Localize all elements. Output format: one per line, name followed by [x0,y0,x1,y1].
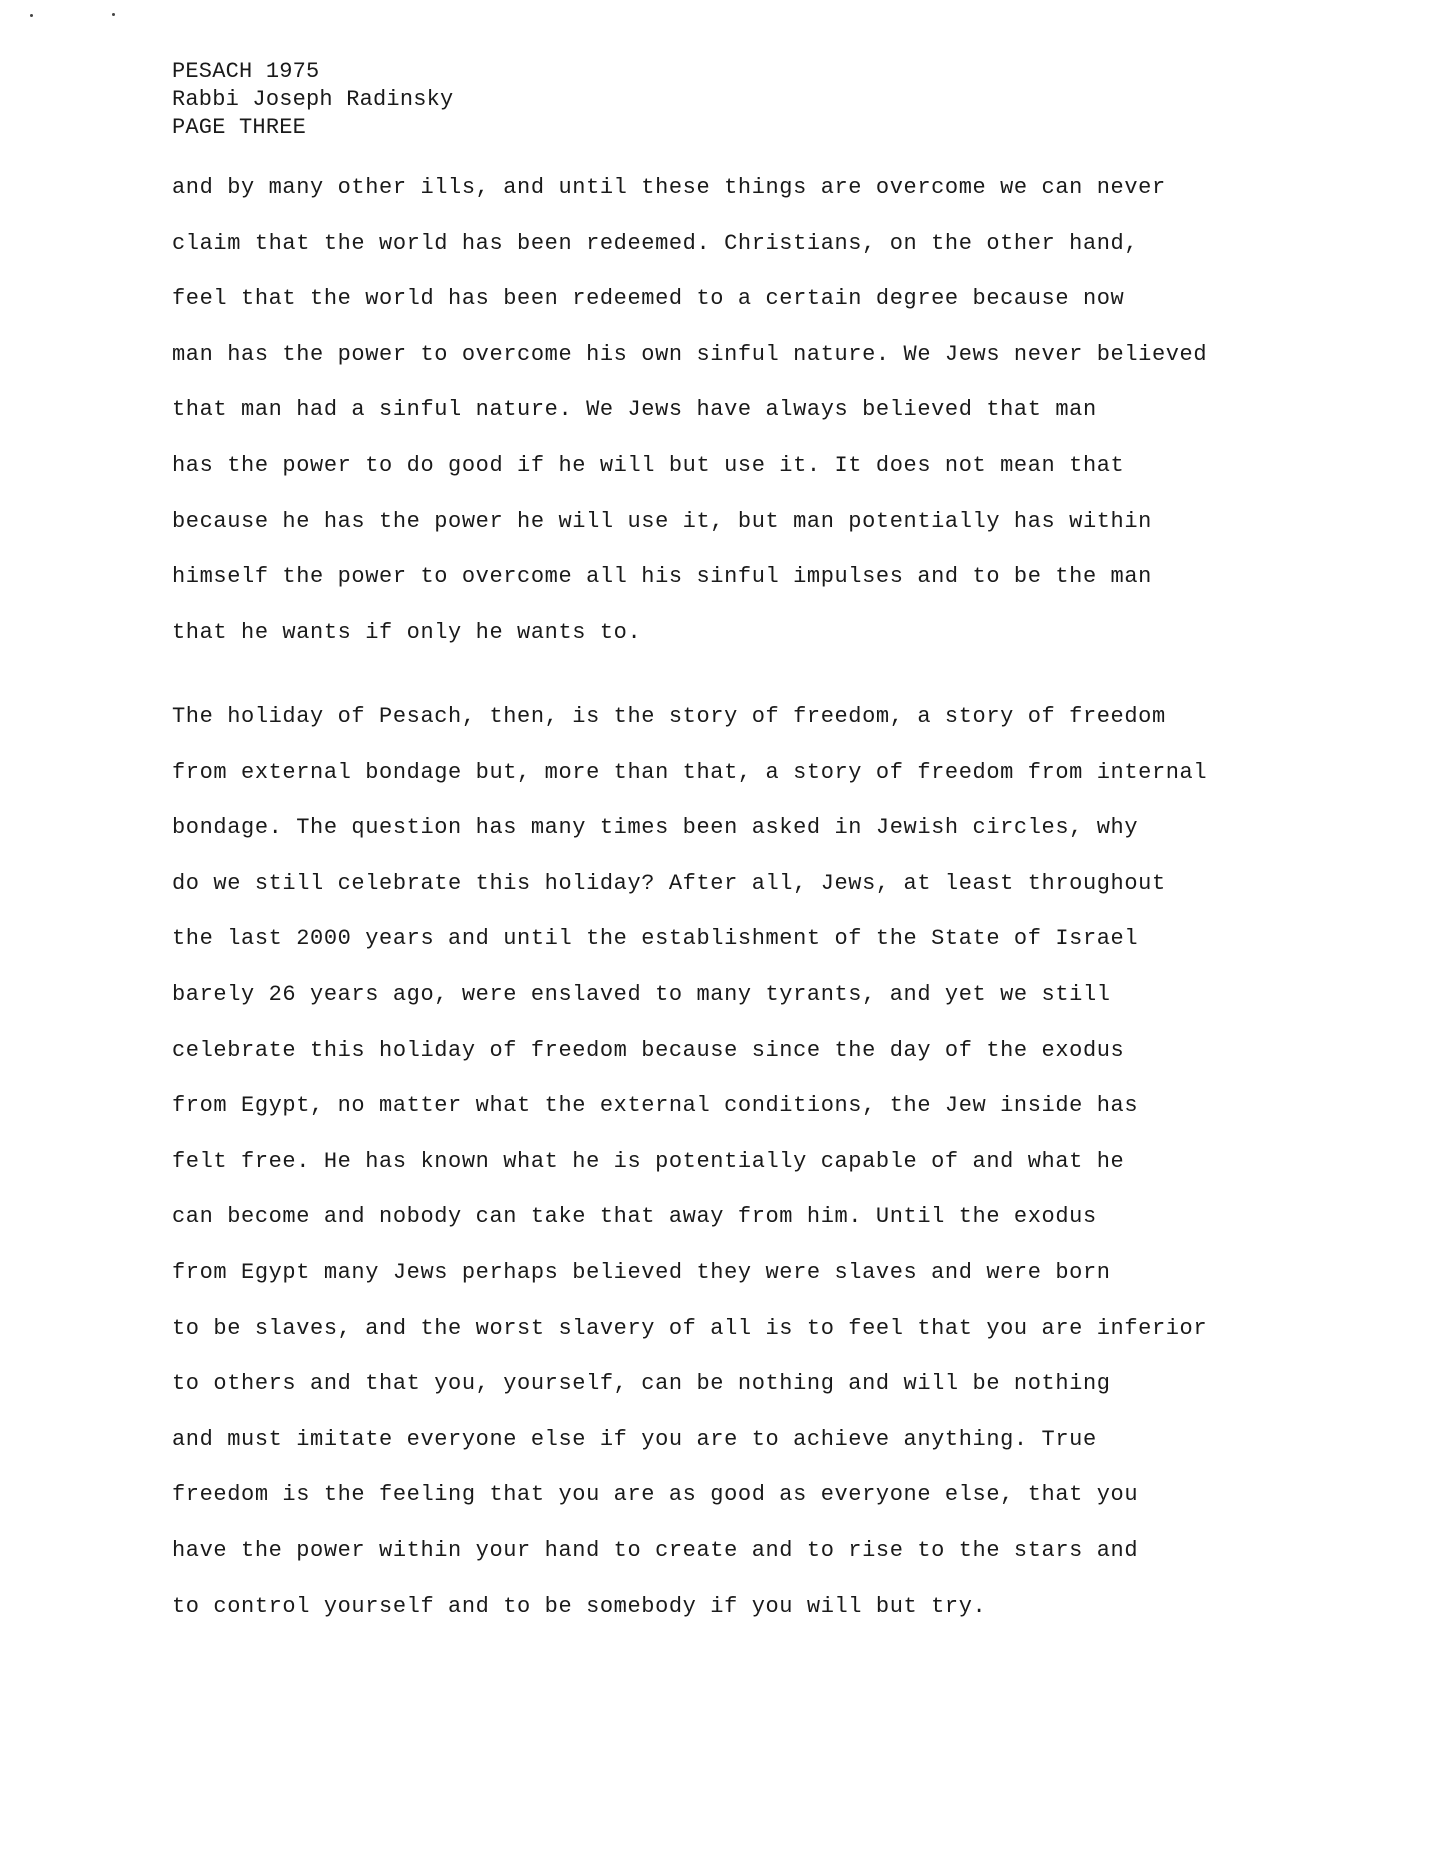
text-line: freedom is the feeling that you are as good as everyone else, that you [172,1482,1139,1508]
text-line: The holiday of Pesach, then, is the story of freedom, a story of freedom [172,704,1166,729]
page-header [172,58,453,142]
text-line: to be slaves, and the worst slavery of all is to feel that you are inferior [172,1315,1208,1341]
text-line: can become and nobody can take that away from him. Until the exodus [172,1204,1097,1230]
text-line: feel that the world has been redeemed to a certain degree because now [172,286,1125,312]
text-line: from Egypt, no matter what the external conditions, the Jew inside has [172,1093,1139,1119]
text-line: and by many other ills, and until these things are overcome we can never [172,175,1166,200]
header-title: PESACH 1975 [172,59,320,84]
text-line: himself the power to overcome all his sinful impulses and to be the man [172,564,1152,590]
text-line: celebrate this holiday of freedom because since the day of the exodus [172,1037,1125,1063]
text-line: claim that the world has been redeemed. Christians, on the other hand, [172,230,1139,256]
text-line: the last 2000 years and until the establishment of the State of Israel [172,926,1139,952]
header-author: Rabbi Joseph Radinsky [172,87,454,112]
text-line: because he has the power he will use it, but man potentially has within [172,508,1152,534]
scan-speck [30,14,33,17]
text-line: has the power to do good if he will but use it. It does not mean that [172,452,1125,478]
text-line: from external bondage but, more than that, a story of freedom from internal [172,759,1208,785]
scan-speck [112,13,115,16]
text-line: that he wants if only he wants to. [172,619,642,645]
text-line: barely 26 years ago, were enslaved to many tyrants, and yet we still [172,981,1111,1007]
text-line: have the power within your hand to create and to rise to the stars and [172,1537,1139,1563]
text-line: from Egypt many Jews perhaps believed they were slaves and were born [172,1259,1111,1285]
text-line: and must imitate everyone else if you are to achieve anything. True [172,1426,1097,1452]
text-line: that man had a sinful nature. We Jews have always believed that man [172,397,1097,423]
text-line: felt free. He has known what he is potentially capable of and what he [172,1148,1125,1174]
text-line: man has the power to overcome his own sinful nature. We Jews never believed [172,341,1208,367]
paragraph-1 [172,174,1232,674]
text-line: bondage. The question has many times been asked in Jewish circles, why [172,815,1139,841]
text-line: to control yourself and to be somebody if you will but try. [172,1593,987,1619]
text-line: do we still celebrate this holiday? After all, Jews, at least throughout [172,870,1166,896]
text-line: to others and that you, yourself, can be nothing and will be nothing [172,1371,1111,1397]
paragraph-2 [172,703,1232,1648]
header-page-number: PAGE THREE [172,115,307,140]
